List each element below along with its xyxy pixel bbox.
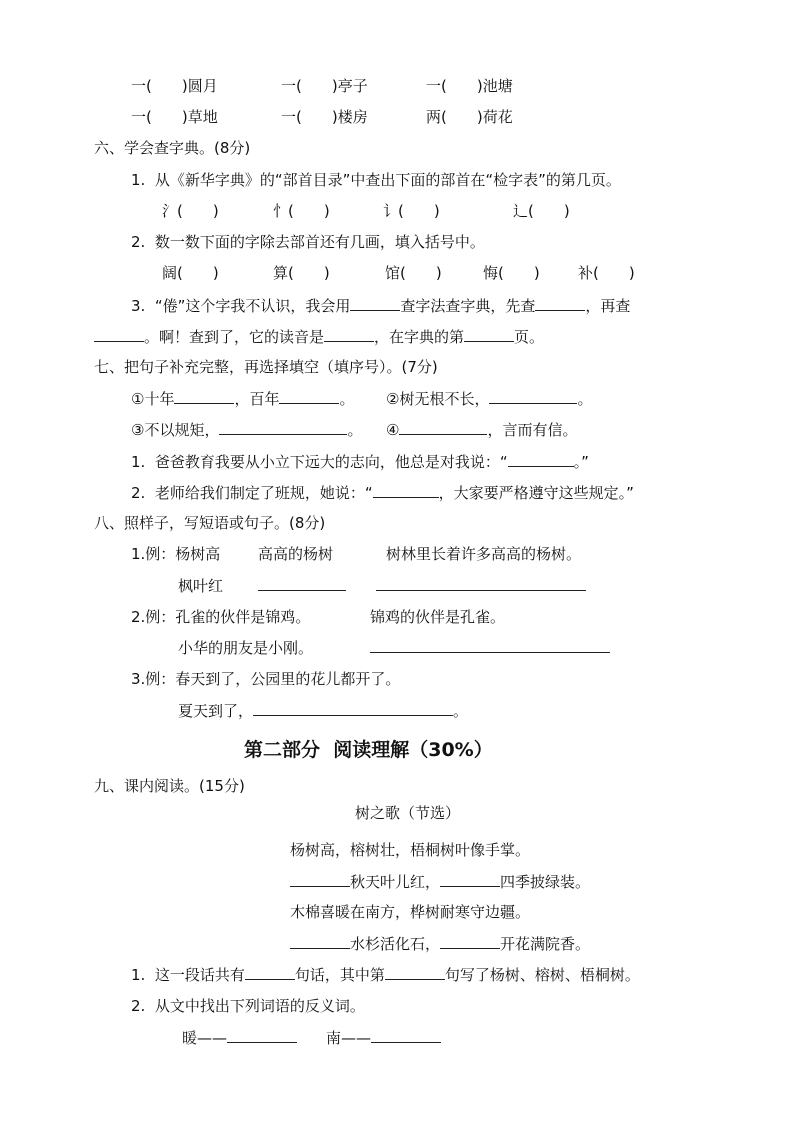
measure-item: 一( )池塘 xyxy=(426,77,513,95)
answer-blank[interactable] xyxy=(324,326,374,342)
s7-question-2: 2. 老师给我们制定了班规，她说：“ ，大家要严格遵守这些规定。” xyxy=(131,484,634,502)
proverb-4: ④ ，言而有信。 xyxy=(386,421,578,439)
stroke-item: 悔( ) xyxy=(483,264,540,282)
section-8-heading: 八、照样子，写短语或句子。(8分) xyxy=(94,514,326,532)
answer-blank[interactable] xyxy=(290,933,350,949)
measure-item: 一( )圆月 xyxy=(131,77,218,95)
proverb-1: ①十年 ，百年 。 xyxy=(131,390,355,408)
example-3-sentence: 3.例：春天到了，公园里的花儿都开了。 xyxy=(131,670,401,688)
answer-blank[interactable] xyxy=(253,700,453,716)
answer-blank[interactable] xyxy=(376,575,586,591)
proverb-2: ②树无根不长， 。 xyxy=(386,390,593,408)
s9-question-2: 2. 从文中找出下列词语的反义词。 xyxy=(131,997,365,1015)
example-2-sentence: 2.例：孔雀的伙伴是锦鸡。 xyxy=(131,608,311,626)
answer-blank[interactable] xyxy=(350,295,400,311)
poem-line-4: 水杉活化石， 开花满院香。 xyxy=(290,933,590,954)
radical-item: 讠( ) xyxy=(383,202,440,220)
measure-item: 一( )楼房 xyxy=(281,108,368,126)
antonym-1: 暖—— xyxy=(182,1027,297,1048)
measure-item: 一( )草地 xyxy=(131,108,218,126)
radical-item: 忄( ) xyxy=(273,202,330,220)
answer-blank[interactable] xyxy=(440,871,500,887)
answer-blank[interactable] xyxy=(385,964,445,980)
example-2-result: 锦鸡的伙伴是孔雀。 xyxy=(370,608,506,626)
stroke-item: 阔( ) xyxy=(162,264,219,282)
example-1-label: 1.例：杨树高 xyxy=(131,545,221,563)
example-1-phrase: 高高的杨树 xyxy=(258,545,334,563)
poem-line-2: 秋天叶儿红， 四季披绿装。 xyxy=(290,871,590,892)
radical-item: 辶( ) xyxy=(513,202,570,220)
example-1-prompt: 枫叶红 xyxy=(178,577,224,595)
answer-blank[interactable] xyxy=(219,419,347,435)
answer-blank[interactable] xyxy=(440,933,500,949)
part-2-title: 第二部分 阅读理解（30%） xyxy=(244,739,493,761)
answer-blank[interactable] xyxy=(258,575,346,591)
answer-blank[interactable] xyxy=(399,419,487,435)
section-6-heading: 六、学会查字典。(8分) xyxy=(94,139,251,157)
example-2-prompt: 小华的朋友是小刚。 xyxy=(178,639,314,657)
s9-question-1: 1. 这一段话共有 句话，其中第 句写了杨树、榕树、梧桐树。 xyxy=(131,966,640,984)
answer-blank[interactable] xyxy=(508,451,574,467)
s7-question-1: 1. 爸爸教育我要从小立下远大的志向，他总是对我说：“ 。” xyxy=(131,453,589,471)
poem-title: 树之歌（节选） xyxy=(355,804,461,822)
stroke-item: 算( ) xyxy=(273,264,330,282)
answer-blank[interactable] xyxy=(535,295,585,311)
answer-blank[interactable] xyxy=(371,1027,441,1043)
stroke-item: 馆( ) xyxy=(385,264,442,282)
measure-item: 一( )亭子 xyxy=(281,77,368,95)
measure-item: 两( )荷花 xyxy=(426,108,513,126)
answer-blank[interactable] xyxy=(174,388,234,404)
answer-blank[interactable] xyxy=(245,964,295,980)
section-9-heading: 九、课内阅读。(15分) xyxy=(94,777,245,795)
answer-blank[interactable] xyxy=(489,388,577,404)
radical-item: 氵( ) xyxy=(162,202,219,220)
stroke-item: 补( ) xyxy=(578,264,635,282)
s6-question-3-line-1: 3. “倦”这个字我不认识，我会用 查字法查字典，先查 ，再查 xyxy=(131,297,631,315)
antonym-2: 南—— xyxy=(326,1027,441,1048)
answer-blank[interactable] xyxy=(370,637,610,653)
answer-blank[interactable] xyxy=(94,326,144,342)
answer-blank[interactable] xyxy=(279,388,339,404)
answer-blank[interactable] xyxy=(290,871,350,887)
proverb-3: ③不以规矩， 。 xyxy=(131,421,363,439)
answer-blank[interactable] xyxy=(464,326,514,342)
example-3-prompt: 夏天到了， 。 xyxy=(178,702,469,720)
s6-question-1: 1. 从《新华字典》的“部首目录”中查出下面的部首在“检字表”的第几页。 xyxy=(131,171,621,189)
poem-line-3: 木棉喜暖在南方，桦树耐寒守边疆。 xyxy=(290,903,531,921)
s6-question-3-line-2: 。啊！查到了，它的读音是 ，在字典的第 页。 xyxy=(94,326,544,347)
example-1-sentence: 树林里长着许多高高的杨树。 xyxy=(386,545,582,563)
answer-blank[interactable] xyxy=(373,482,439,498)
answer-blank[interactable] xyxy=(227,1027,297,1043)
s6-question-2: 2. 数一数下面的字除去部首还有几画，填入括号中。 xyxy=(131,233,485,251)
poem-line-1: 杨树高，榕树壮，梧桐树叶像手掌。 xyxy=(290,841,531,859)
section-7-heading: 七、把句子补充完整，再选择填空（填序号）。(7分) xyxy=(94,358,438,376)
